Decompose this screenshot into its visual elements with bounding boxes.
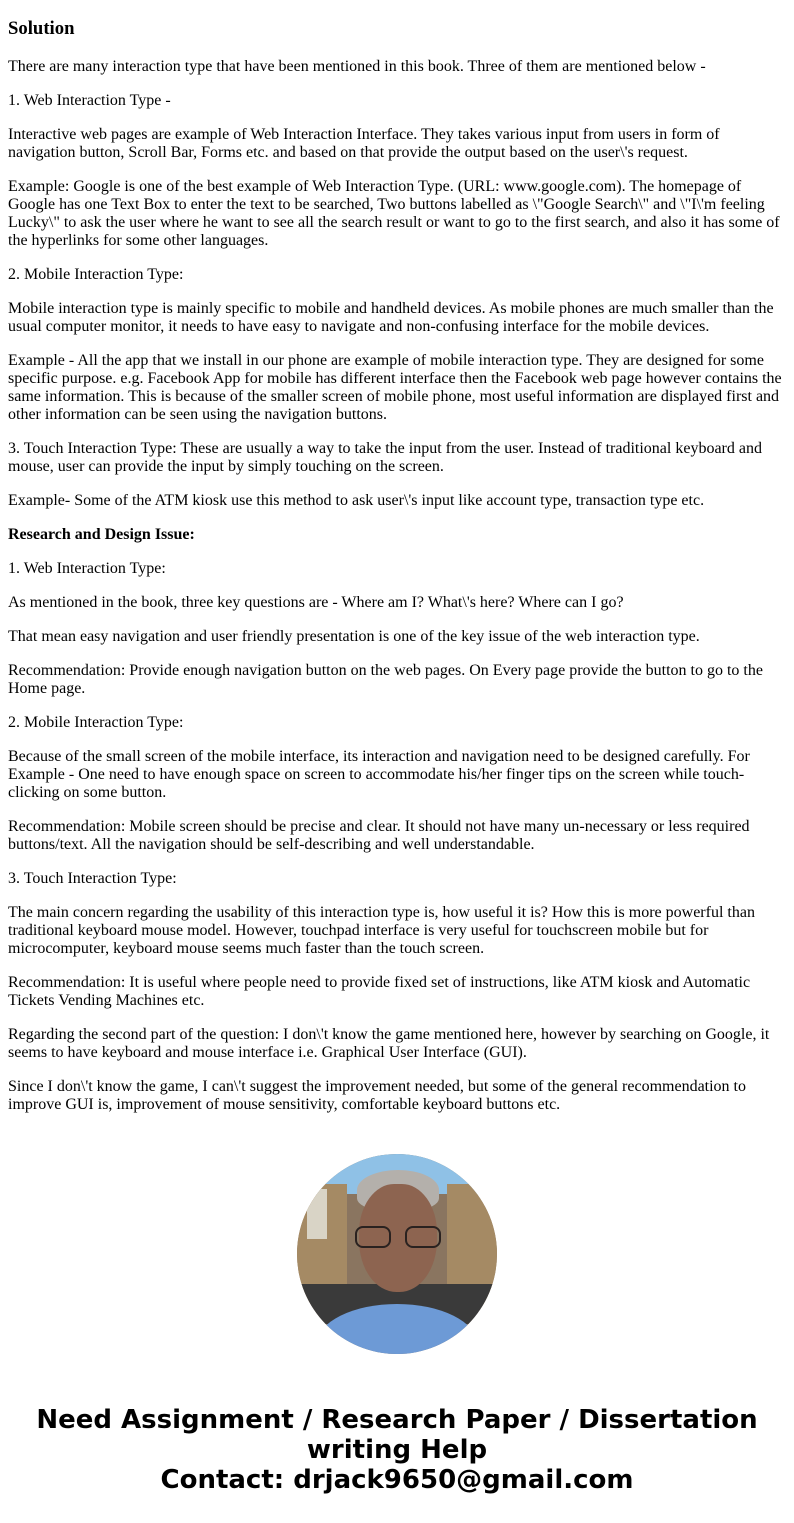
section-heading: Research and Design Issue: [8, 526, 195, 543]
paragraph: There are many interaction type that have been mentioned in this book. Three of them are mentioned below - [8, 58, 706, 75]
paragraph: The main concern regarding the usability of this interaction type is, how useful it is? How this is more powerful than traditional keyboard mouse model. However, touchpad interface is very useful for touchscreen mobile but for microcomputer, keyboard mouse seems much faster than the touch screen. [8, 904, 755, 957]
paragraph: Recommendation: Mobile screen should be precise and clear. It should not have many un-necessary or less required buttons/text. All the navigation should be self-describing and well understandable. [8, 818, 750, 853]
paragraph: Recommendation: Provide enough navigation button on the web pages. On Every page provide the button to go to the Home page. [8, 662, 763, 697]
avatar [297, 1154, 497, 1354]
paragraph: Because of the small screen of the mobile interface, its interaction and navigation need to be designed carefully. For Example - One need to have enough space on screen to accommodate his/her finger tips on the screen while touch-clicking on some button. [8, 748, 750, 801]
banner-headline: Need Assignment / Research Paper / Dissertation writing Help [36, 1405, 758, 1465]
paragraph: 3. Touch Interaction Type: [8, 870, 177, 887]
paragraph: Example- Some of the ATM kiosk use this method to ask user\'s input like account type, transaction type etc. [8, 492, 705, 509]
paragraph: Recommendation: It is useful where people need to provide fixed set of instructions, like ATM kiosk and Automatic Tickets Vending Machines etc. [8, 974, 751, 1009]
contact-email: Contact: drjack9650@gmail.com [160, 1465, 634, 1495]
profile-section [0, 1154, 794, 1354]
paragraph: Example - All the app that we install in our phone are example of mobile interaction type. They are designed for some specific purpose. e.g. Facebook App for mobile has different interface then the Facebook web page however contains the same information. This is because of the smaller screen of mobile phone, most useful information are displayed first and other information can be seen using the navigation buttons. [8, 352, 782, 423]
paragraph: Example: Google is one of the best example of Web Interaction Type. (URL: www.google.com). The homepage of Google has one Text Box to enter the text to be searched, Two buttons labelled as \"Google Search\" and \"I\'m feeling Lucky\" to ask the user where he want to see all the search result or want to go to the first search, and also it has some of the hyperlinks for some other languages. [8, 178, 780, 249]
paragraph: 3. Touch Interaction Type: These are usually a way to take the input from the user. Instead of traditional keyboard and mouse, user can provide the input by simply touching on the screen. [8, 440, 762, 475]
paragraph: 1. Web Interaction Type: [8, 560, 166, 577]
contact-banner [0, 1405, 794, 1495]
paragraph: That mean easy navigation and user friendly presentation is one of the key issue of the web interaction type. [8, 628, 700, 645]
page-title: Solution [8, 18, 75, 39]
paragraph: 2. Mobile Interaction Type: [8, 714, 184, 731]
paragraph: Regarding the second part of the question: I don\'t know the game mentioned here, however by searching on Google, it seems to have keyboard and mouse interface i.e. Graphical User Interface (GUI). [8, 1026, 770, 1061]
paragraph: As mentioned in the book, three key questions are - Where am I? What\'s here? Where can I go? [8, 594, 624, 611]
glasses-icon [355, 1226, 441, 1248]
paragraph: Since I don\'t know the game, I can\'t suggest the improvement needed, but some of the general recommendation to improve GUI is, improvement of mouse sensitivity, comfortable keyboard buttons etc. [8, 1078, 746, 1113]
paragraph: 2. Mobile Interaction Type: [8, 266, 184, 283]
paragraph: 1. Web Interaction Type - [8, 92, 171, 109]
paragraph: Mobile interaction type is mainly specific to mobile and handheld devices. As mobile phones are much smaller than the usual computer monitor, it needs to have easy to navigate and non-confusing interface for the mobile devices. [8, 300, 774, 335]
paragraph: Interactive web pages are example of Web Interaction Interface. They takes various input from users in form of navigation button, Scroll Bar, Forms etc. and based on that provide the output based on the user\'s request. [8, 126, 720, 161]
